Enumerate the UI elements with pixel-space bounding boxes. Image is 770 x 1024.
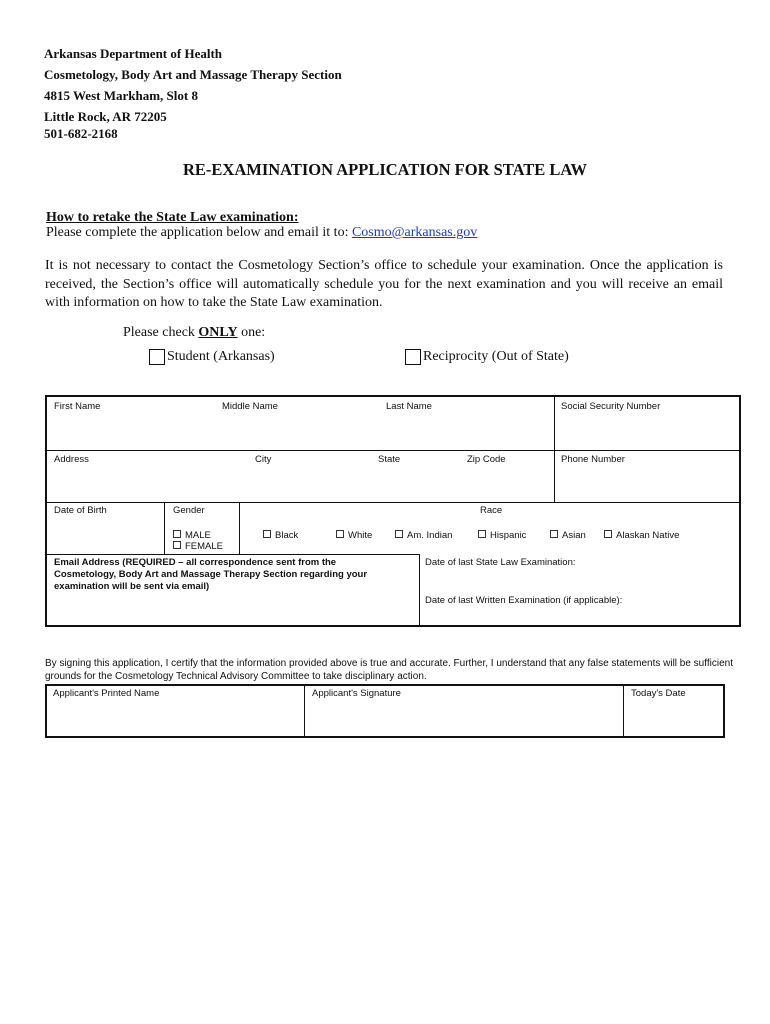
race-option-label: Asian: [562, 530, 586, 541]
todays-date-field[interactable]: Today's Date: [631, 688, 686, 699]
office-phone: 501-682-2168: [44, 126, 118, 141]
last-name-field[interactable]: Last Name: [386, 401, 432, 412]
gender-label: Gender: [173, 505, 205, 516]
middle-name-field[interactable]: Middle Name: [222, 401, 278, 412]
phone-field[interactable]: Phone Number: [561, 454, 625, 465]
gender-male-option[interactable]: [173, 530, 211, 541]
signature-block: [45, 684, 725, 738]
race-option-label: Am. Indian: [407, 530, 453, 541]
state-field[interactable]: State: [378, 454, 401, 465]
email-field[interactable]: Email Address (REQUIRED – all correspondence sent from the Cosmetology, Body Art and Massage Therapy Section regarding your examination will be sent via email): [54, 557, 368, 592]
female-checkbox[interactable]: [173, 541, 181, 549]
instructions-paragraph: It is not necessary to contact the Cosmetology Section’s office to schedule your examination. Once the application is received, the Section’s office will automatically schedule you for the next examination and you will receive an email with information on how to take the State Law examination.: [45, 258, 723, 310]
section-name: Cosmetology, Body Art and Massage Therapy Section: [44, 67, 342, 82]
race-option-label: White: [348, 530, 373, 541]
male-checkbox[interactable]: [173, 530, 181, 538]
student-label: Student (Arkansas): [167, 349, 275, 364]
dob-field[interactable]: Date of Birth: [54, 505, 107, 516]
reciprocity-option[interactable]: [405, 349, 569, 365]
student-checkbox[interactable]: [149, 349, 165, 365]
check-prompt-suffix: one:: [237, 325, 266, 340]
ssn-field[interactable]: Social Security Number: [561, 401, 661, 412]
street-address: 4815 West Markham, Slot 8: [44, 88, 198, 103]
check-prompt: [123, 325, 265, 341]
race-option-label: Black: [275, 530, 299, 541]
male-label: MALE: [185, 530, 211, 541]
race-option-white[interactable]: [336, 530, 372, 541]
check-prompt-prefix: Please check: [123, 325, 199, 340]
address-field[interactable]: Address: [54, 454, 89, 465]
race-checkbox[interactable]: [336, 530, 344, 538]
last-written-exam-field[interactable]: Date of last Written Examination (if applicable):: [425, 595, 623, 606]
city-state-zip: Little Rock, AR 72205: [44, 109, 167, 124]
instructions-heading: How to retake the State Law examination:: [46, 210, 299, 225]
city-field[interactable]: City: [255, 454, 272, 465]
zip-field[interactable]: Zip Code: [467, 454, 506, 465]
race-option-label: Hispanic: [490, 530, 527, 541]
last-state-law-exam-field[interactable]: Date of last State Law Examination:: [425, 557, 576, 568]
reciprocity-label: Reciprocity (Out of State): [423, 349, 569, 364]
instructions-prefix: Please complete the application below and email it to:: [46, 225, 352, 240]
race-checkbox[interactable]: [478, 530, 486, 538]
email-link[interactable]: Cosmo@arkansas.gov: [351, 225, 478, 240]
student-option[interactable]: [149, 349, 275, 365]
printed-name-field[interactable]: Applicant's Printed Name: [53, 688, 160, 699]
page-title: RE-EXAMINATION APPLICATION FOR STATE LAW: [183, 160, 587, 179]
gender-female-option[interactable]: [173, 541, 223, 552]
race-label: Race: [480, 505, 503, 516]
application-form: [45, 395, 741, 627]
race-checkbox[interactable]: [395, 530, 403, 538]
org-name: Arkansas Department of Health: [44, 46, 223, 61]
race-option-label: Alaskan Native: [616, 530, 680, 541]
race-option-alaskan-native[interactable]: [604, 530, 679, 541]
race-checkbox[interactable]: [604, 530, 612, 538]
race-option-am-indian[interactable]: [395, 530, 452, 541]
reciprocity-checkbox[interactable]: [405, 349, 421, 365]
race-option-hispanic[interactable]: [478, 530, 526, 541]
female-label: FEMALE: [185, 541, 224, 552]
instructions-line: [46, 225, 477, 241]
check-prompt-emphasis: ONLY: [198, 325, 238, 340]
race-option-asian[interactable]: [550, 530, 586, 541]
signature-field[interactable]: Applicant's Signature: [312, 688, 401, 699]
race-checkbox[interactable]: [263, 530, 271, 538]
first-name-field[interactable]: First Name: [54, 401, 101, 412]
certification-statement: By signing this application, I certify that the information provided above is true and accurate. Further, I understand that any false statements will be sufficient grounds for the Cosmetology Technical Advisory Committee to take disciplinary action.: [45, 658, 733, 682]
race-option-black[interactable]: [263, 530, 298, 541]
race-checkbox[interactable]: [550, 530, 558, 538]
